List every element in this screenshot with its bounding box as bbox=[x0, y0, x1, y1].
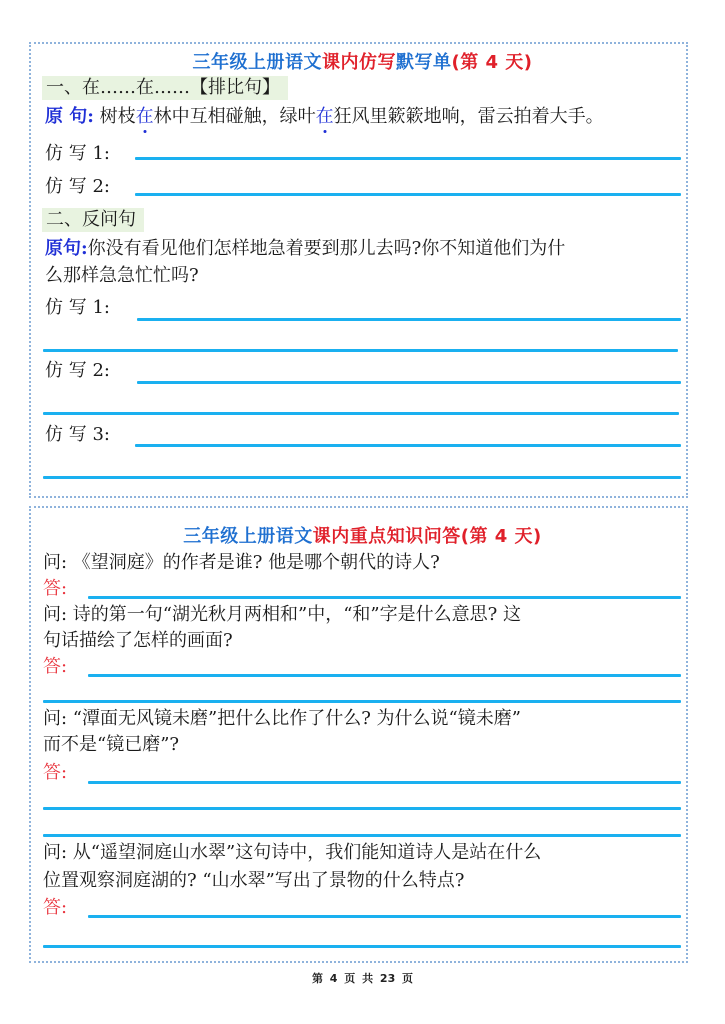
question-4-line2: 位置观察洞庭湖的? “山水翠”写出了景物的什么特点? bbox=[43, 870, 465, 891]
original-text: 树枝 bbox=[99, 106, 136, 127]
part2-heading: 二、反问句 bbox=[42, 208, 144, 232]
answer-label: 答: bbox=[43, 762, 68, 783]
question-3-line1: 问: “潭面无风镜未磨”把什么比作了什么? 为什么说“镜未磨” bbox=[43, 708, 521, 729]
part1-heading: 一、在……在……【排比句】 bbox=[42, 76, 288, 100]
page-number: 第 4 页 共 23 页 bbox=[311, 972, 414, 985]
answer-line[interactable] bbox=[88, 674, 681, 677]
answer-line[interactable] bbox=[43, 412, 679, 415]
answer-line[interactable] bbox=[43, 349, 678, 352]
answer-line[interactable] bbox=[137, 318, 681, 321]
section1-title bbox=[0, 48, 725, 74]
keyword-emphasis: 在 bbox=[315, 106, 334, 127]
title-part-topic: 课内重点知识问答(第 4 天) bbox=[312, 526, 542, 547]
answer-line[interactable] bbox=[135, 444, 681, 447]
original-label: 原句: bbox=[45, 238, 88, 259]
copy-label-3: 仿 写 3: bbox=[45, 424, 110, 445]
original-text: 狂风里簌簌地响，雷云拍着大手。 bbox=[333, 106, 604, 127]
question-4-line1: 问: 从“遥望洞庭山水翠”这句诗中，我们能知道诗人是站在什么 bbox=[43, 842, 542, 863]
title-part-grade: 三年级上册语文 bbox=[183, 526, 313, 547]
answer-line[interactable] bbox=[43, 834, 681, 837]
answer-line[interactable] bbox=[135, 157, 681, 160]
copy-label-2: 仿 写 2: bbox=[45, 360, 110, 381]
keyword-emphasis: 在 bbox=[135, 106, 154, 127]
answer-line[interactable] bbox=[43, 476, 681, 479]
question-3-line2: 而不是“镜已磨”? bbox=[43, 734, 180, 755]
title-part-topic: 课内仿写 bbox=[321, 52, 396, 73]
question-2-line1: 问: 诗的第一句“湖光秋月两相和”中，“和”字是什么意思? 这 bbox=[43, 604, 521, 625]
title-part-day: (第 4 天) bbox=[451, 52, 533, 73]
copy-label-1: 仿 写 1: bbox=[45, 143, 110, 164]
answer-line[interactable] bbox=[43, 807, 681, 810]
answer-label: 答: bbox=[43, 897, 68, 918]
original-text: 林中互相碰触，绿叶 bbox=[153, 106, 316, 127]
part2-original-line2: 么那样急急忙忙吗? bbox=[45, 265, 199, 286]
part2-original-line1 bbox=[45, 238, 565, 260]
part1-original-sentence bbox=[45, 106, 604, 128]
copy-label-1: 仿 写 1: bbox=[45, 297, 110, 318]
title-part-grade: 三年级上册语文 bbox=[192, 52, 322, 73]
question-2-line2: 句话描绘了怎样的画面? bbox=[43, 630, 233, 651]
answer-line[interactable] bbox=[137, 381, 681, 384]
question-1: 问: 《望洞庭》的作者是谁? 他是哪个朝代的诗人? bbox=[43, 552, 440, 573]
answer-line[interactable] bbox=[88, 596, 681, 599]
answer-label: 答: bbox=[43, 578, 68, 599]
answer-line[interactable] bbox=[43, 700, 681, 703]
copy-label-2: 仿 写 2: bbox=[45, 176, 110, 197]
answer-line[interactable] bbox=[88, 781, 681, 784]
original-label: 原 句: bbox=[45, 106, 94, 127]
answer-line[interactable] bbox=[43, 945, 681, 948]
section2-title bbox=[0, 522, 725, 548]
title-part-sheet: 默写单 bbox=[395, 52, 452, 73]
answer-line[interactable] bbox=[135, 193, 681, 196]
answer-label: 答: bbox=[43, 656, 68, 677]
original-text: 你没有看见他们怎样地急着要到那儿去吗?你不知道他们为什 bbox=[87, 238, 566, 259]
answer-line[interactable] bbox=[88, 915, 681, 918]
